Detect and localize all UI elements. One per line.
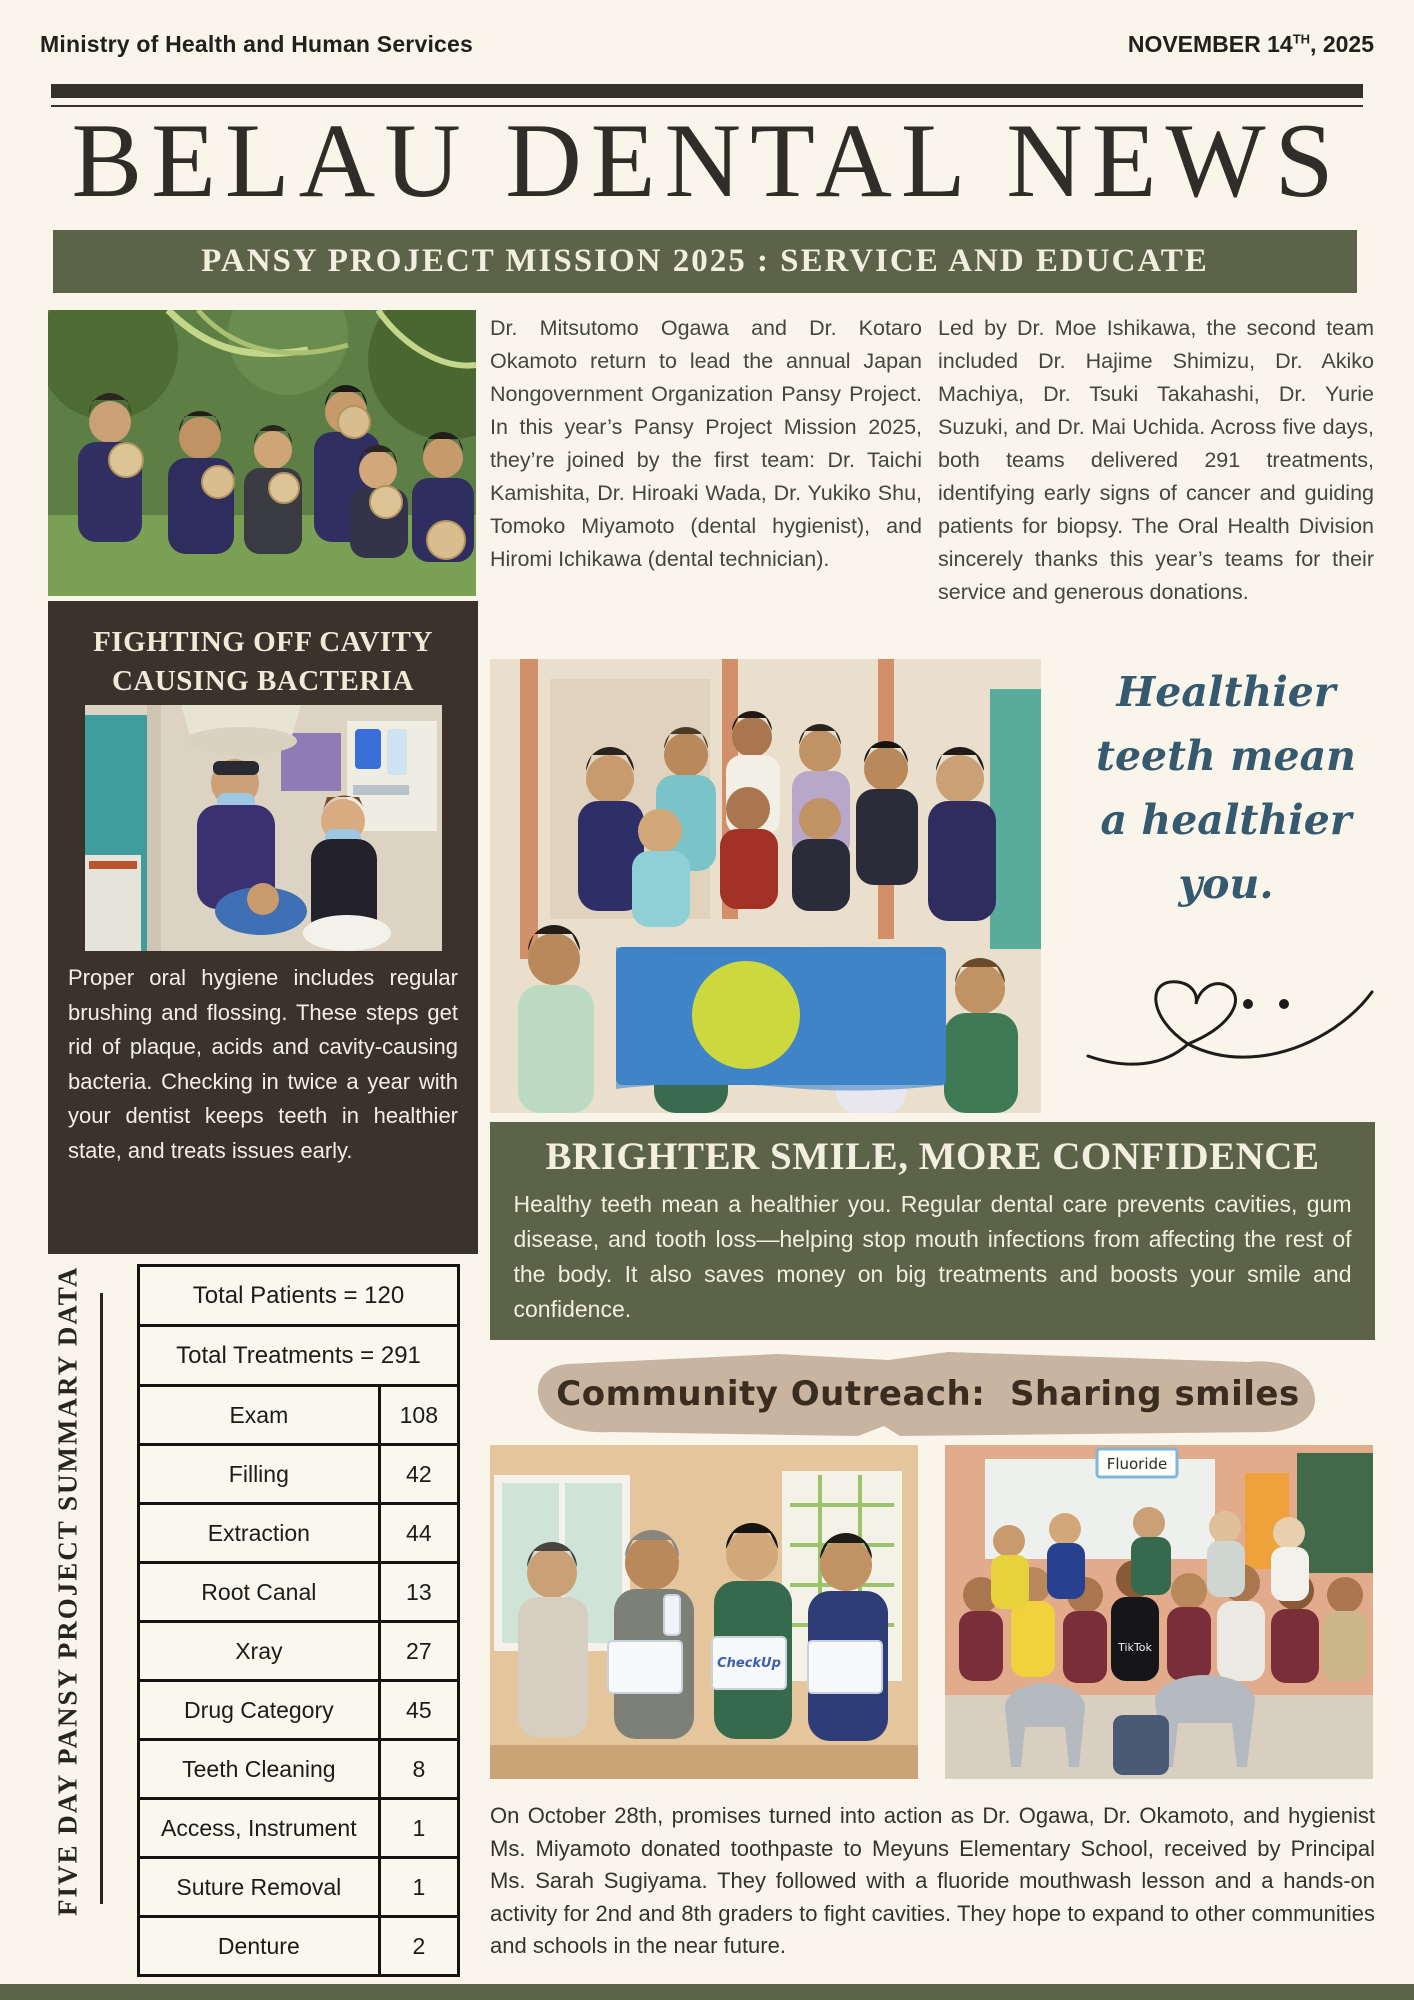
- treatment-label: Xray: [139, 1622, 380, 1681]
- treatment-label: Access, Instrument: [139, 1799, 380, 1858]
- outreach-article-body: On October 28th, promises turned into action as Dr. Ogawa, Dr. Okamoto, and hygienist Ms. Miyamoto donated toothpaste to Meyuns Elementary School, received by Principal Ms. Sarah Sugiyama. They followed with a fluoride mouthwash lesson and a hands-on activity for 2nd and 8th graders to fight cavities. They hope to expand to other communities and schools in the near future.: [490, 1803, 1375, 1958]
- table-row: [139, 1386, 459, 1445]
- article-second-team: Led by Dr. Moe Ishikawa, the second team included Dr. Hajime Shimizu, Dr. Akiko Machiya, Dr. Tsuki Takahashi, Dr. Yurie Suzuki, and Dr. Mai Uchida. Across five days, both teams delivered 291 treatments, identifying early signs of cancer and guiding patients for biopsy. The Oral Health Division sincerely thanks this year’s teams for their service and generous donations.: [938, 316, 1374, 604]
- photo-toothpaste-donation-art: [490, 1445, 918, 1779]
- treatment-label: Teeth Cleaning: [139, 1740, 380, 1799]
- summary-table: [137, 1264, 460, 1977]
- smile-article-box: [490, 1122, 1375, 1340]
- treatment-value: 13: [379, 1563, 458, 1622]
- header-divider-thick: [51, 84, 1363, 98]
- smile-article-body: Healthy teeth mean a healthier you. Regular dental care prevents cavities, gum disease, and tooth loss—helping stop mouth infections from affecting the rest of the body. It also saves money on big treatments and boosts your smile and confidence.: [513, 1191, 1352, 1322]
- pull-quote-line: you.: [1178, 860, 1274, 908]
- pull-quote: [1056, 660, 1396, 916]
- treatment-value: 108: [379, 1386, 458, 1445]
- article-first-team: Dr. Mitsutomo Ogawa and Dr. Kotaro Okamoto return to lead the annual Japan Nongovernment Organization Pansy Project. In this year’s Pansy Project Mission 2025, they’re joined by the first team: Dr. Taichi Kamishita, Dr. Hiroaki Wada, Dr. Yukiko Shu, Tomoko Miyamoto (dental hygienist), and Hiromi Ichikawa (dental technician).: [490, 316, 922, 571]
- table-row: [139, 1563, 459, 1622]
- photo-team-coconuts-art: [48, 310, 476, 596]
- newsletter-title: BELAU DENTAL NEWS: [71, 102, 1343, 219]
- mission-banner: PANSY PROJECT MISSION 2025 : SERVICE AND EDUCATE: [53, 230, 1357, 293]
- pull-quote-line: Healthier: [1116, 668, 1336, 716]
- smile-article-title: BRIGHTER SMILE, MORE CONFIDENCE: [545, 1135, 1320, 1178]
- photo-group-palau-flag-art: [490, 659, 1041, 1113]
- total-patients-cell: Total Patients = 120: [139, 1266, 459, 1326]
- table-row: [139, 1858, 459, 1917]
- cavity-article-box: [48, 601, 478, 1254]
- palau-flag: [616, 947, 946, 1091]
- treatment-label: Denture: [139, 1917, 380, 1976]
- table-row: [139, 1799, 459, 1858]
- photo-classroom-fluoride: [945, 1445, 1373, 1779]
- table-row: [139, 1622, 459, 1681]
- table-row: [139, 1917, 459, 1976]
- toothpaste-box-label: CheckUp: [717, 1656, 781, 1671]
- treatment-value: 45: [379, 1681, 458, 1740]
- organization-name: Ministry of Health and Human Services: [40, 31, 474, 57]
- table-row: [139, 1504, 459, 1563]
- table-row: [139, 1445, 459, 1504]
- treatment-label: Root Canal: [139, 1563, 380, 1622]
- treatment-value: 1: [379, 1799, 458, 1858]
- cavity-article-body: Proper oral hygiene includes regular brushing and flossing. These steps get rid of plaque, acids and cavity-causing bacteria. Checking in twice a year with your dentist keeps teeth in healthier state, and treats issues early.: [68, 965, 458, 1163]
- table-row-total-treatments: [139, 1326, 459, 1386]
- treatment-value: 27: [379, 1622, 458, 1681]
- table-row: [139, 1681, 459, 1740]
- photo-toothpaste-donation: [490, 1445, 918, 1779]
- pull-quote-line: a healthier: [1100, 796, 1352, 844]
- outreach-title: Community Outreach: Sharing smiles: [556, 1374, 1300, 1414]
- total-treatments-cell: Total Treatments = 291: [139, 1326, 459, 1386]
- treatment-value: 2: [379, 1917, 458, 1976]
- photo-classroom-fluoride-art: [945, 1445, 1373, 1779]
- issue-date: NOVEMBER 14TH, 2025: [1127, 31, 1374, 57]
- photo-dental-clinic-art: [85, 705, 442, 951]
- hoodie-label: TikTok: [1118, 1641, 1152, 1654]
- heart-smile-doodle: [1082, 942, 1378, 1074]
- table-row: [139, 1740, 459, 1799]
- treatment-label: Exam: [139, 1386, 380, 1445]
- pull-quote-line: teeth mean: [1096, 732, 1356, 780]
- summary-sidebar-label: FIVE DAY PANSY PROJECT SUMMARY DATA: [52, 1265, 83, 1917]
- treatment-label: Extraction: [139, 1504, 380, 1563]
- photo-team-coconuts: [48, 310, 476, 596]
- treatment-value: 1: [379, 1858, 458, 1917]
- fluoride-sign-label: Fluoride: [1106, 1455, 1168, 1473]
- outreach-banner: [528, 1348, 1328, 1440]
- table-row-total-patients: [139, 1266, 459, 1326]
- footer-bar: [0, 1984, 1414, 2000]
- treatment-value: 44: [379, 1504, 458, 1563]
- treatment-value: 42: [379, 1445, 458, 1504]
- treatment-label: Suture Removal: [139, 1858, 380, 1917]
- photo-group-palau-flag: [490, 659, 1041, 1113]
- cavity-article-title: FIGHTING OFF CAVITY CAUSING BACTERIA: [93, 626, 433, 697]
- treatment-label: Filling: [139, 1445, 380, 1504]
- treatment-label: Drug Category: [139, 1681, 380, 1740]
- treatment-value: 8: [379, 1740, 458, 1799]
- summary-sidebar-rule: [100, 1293, 103, 1904]
- photo-dental-clinic: [85, 705, 442, 951]
- heart-smile-doodle-art: [1082, 942, 1378, 1074]
